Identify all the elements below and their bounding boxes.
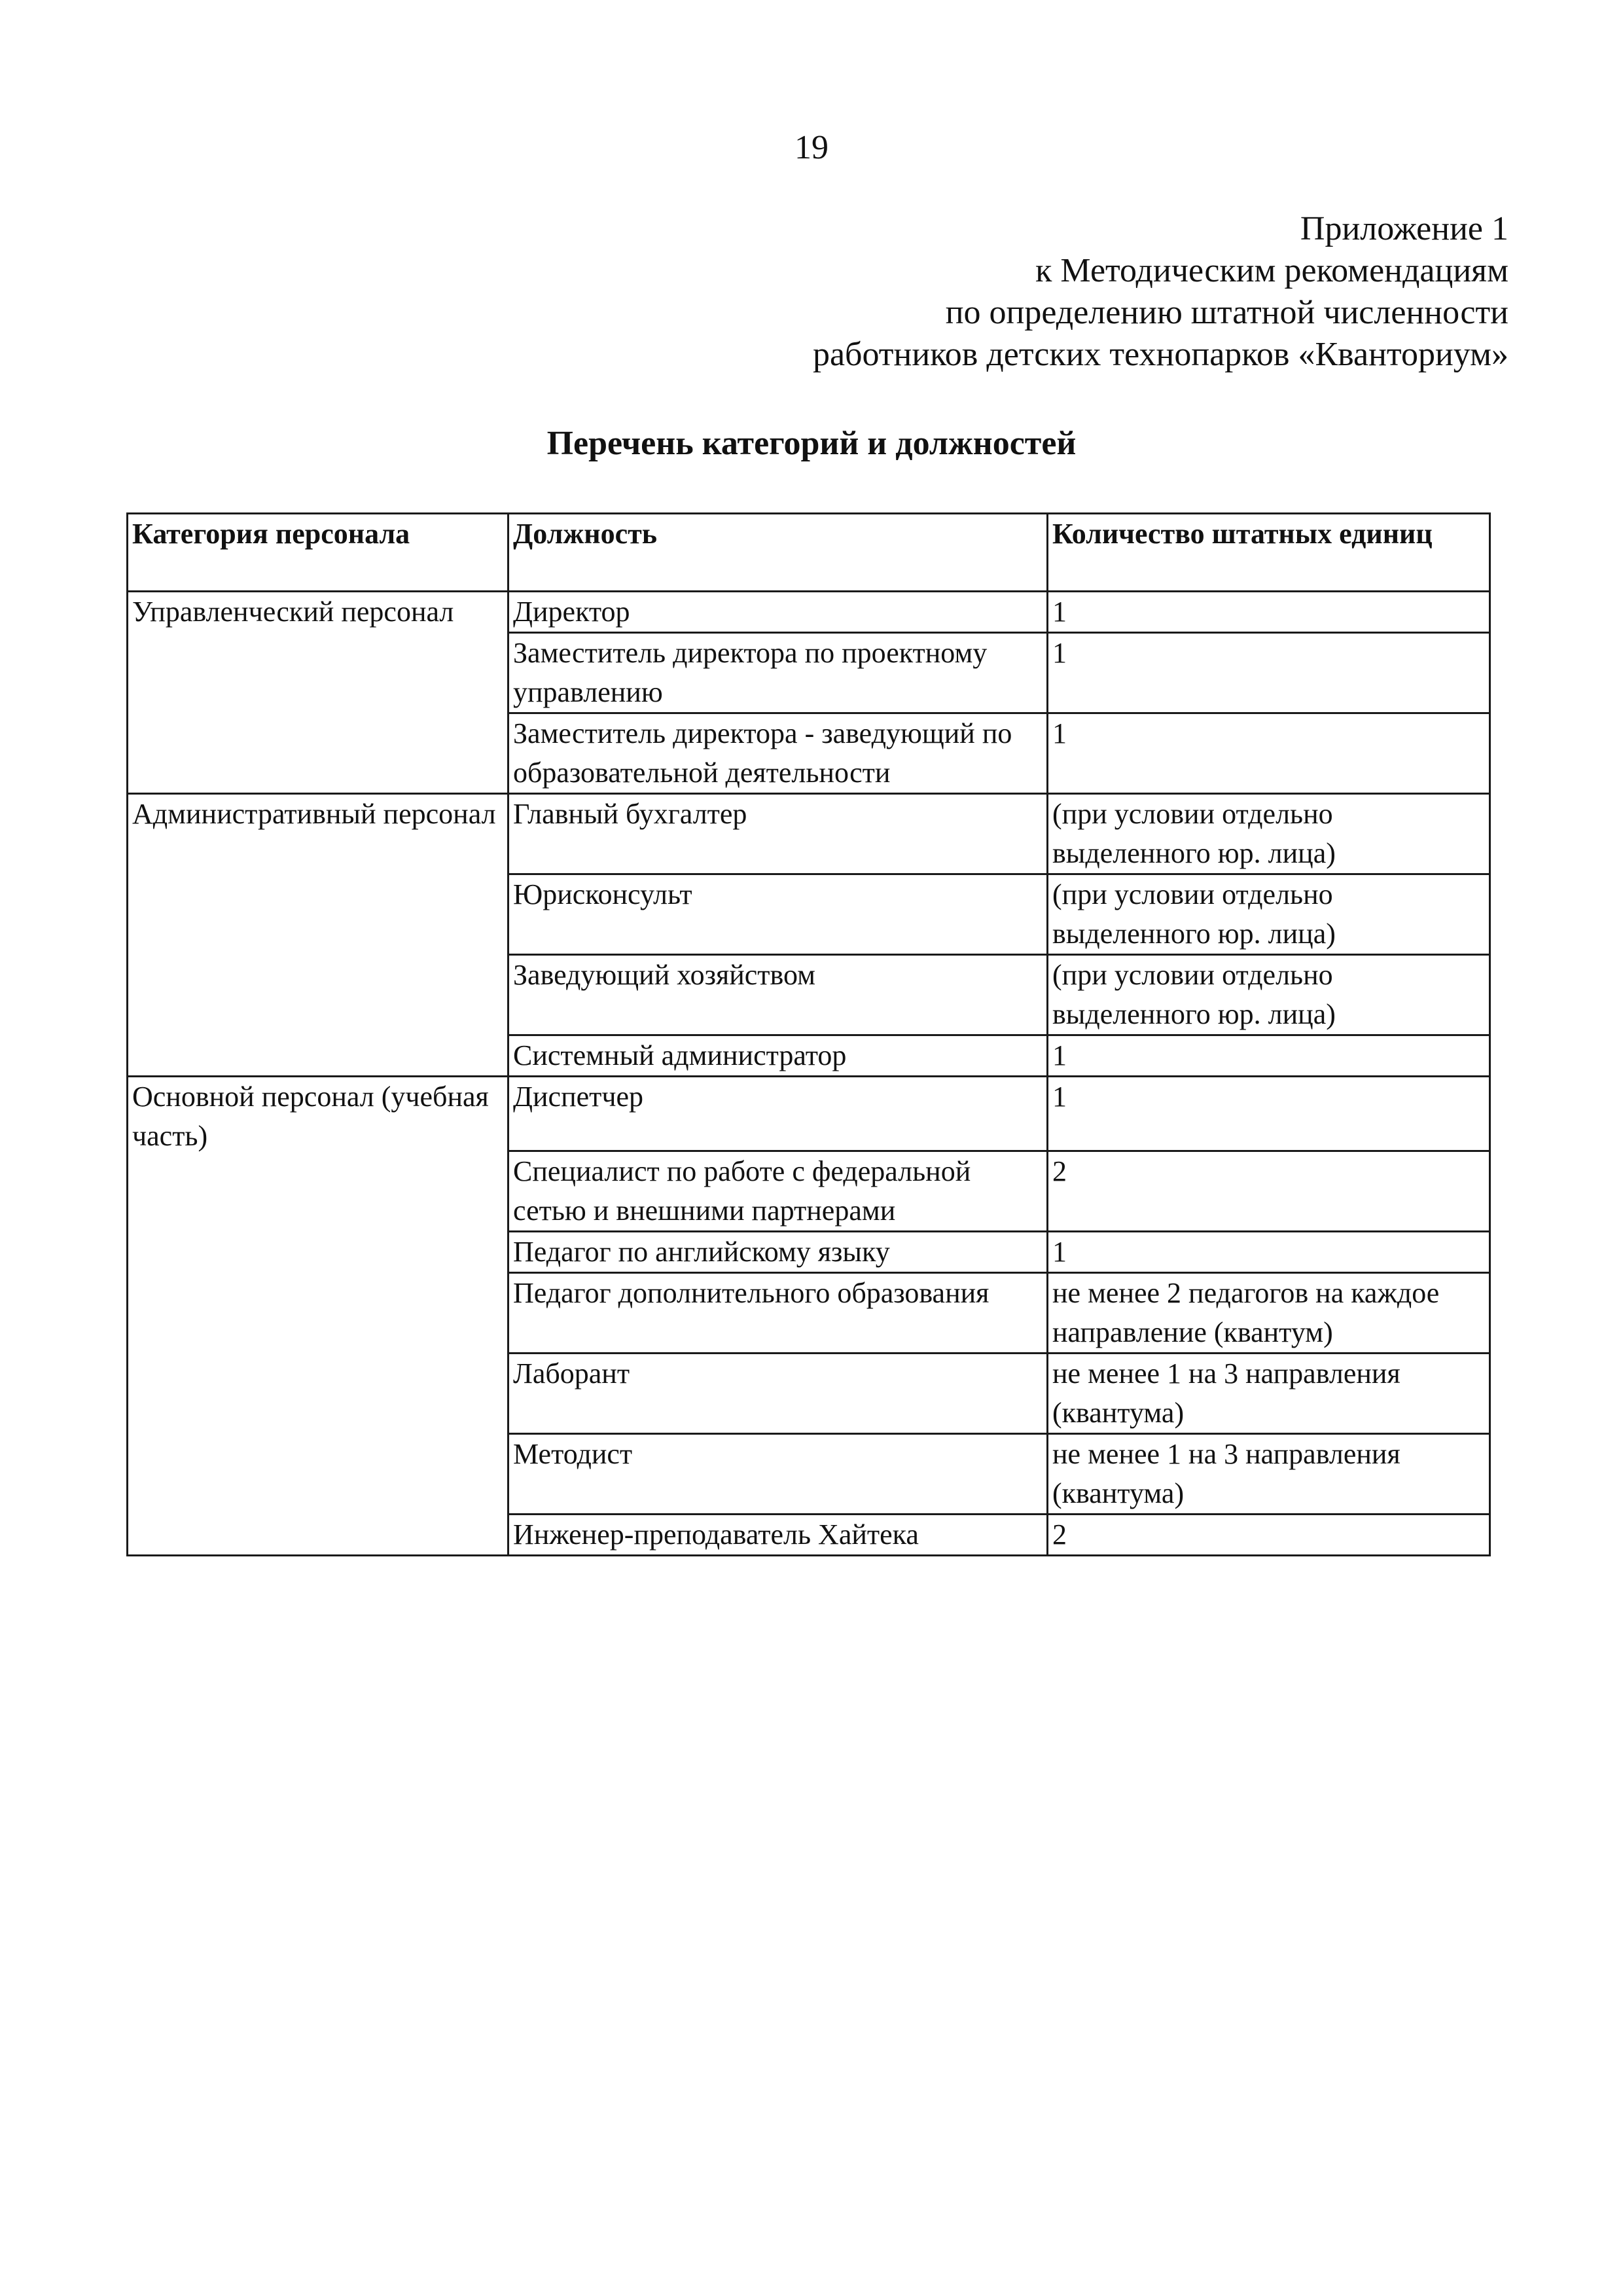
appendix-line-2: к Методическим рекомендациям <box>1035 252 1508 289</box>
table-row <box>128 794 1490 874</box>
count-cell: 1 <box>1048 592 1490 633</box>
category-cell: Управленческий персонал <box>128 592 508 794</box>
position-cell: Инженер-преподаватель Хайтека <box>508 1515 1048 1556</box>
position-cell: Заместитель директора по проектному управлению <box>508 633 1048 713</box>
header-category: Категория персонала <box>128 514 508 592</box>
category-cell: Административный персонал <box>128 794 508 1077</box>
count-cell: 2 <box>1048 1515 1490 1556</box>
position-cell: Педагог дополнительного образования <box>508 1273 1048 1354</box>
count-cell: 1 <box>1048 1077 1490 1151</box>
count-cell: 1 <box>1048 713 1490 794</box>
position-cell: Диспетчер <box>508 1077 1048 1151</box>
position-cell: Директор <box>508 592 1048 633</box>
count-cell: 1 <box>1048 1035 1490 1077</box>
appendix-line-1: Приложение 1 <box>1300 210 1508 247</box>
position-cell: Педагог по английскому языку <box>508 1232 1048 1273</box>
count-cell: (при условии отдельно выделенного юр. лица) <box>1048 874 1490 955</box>
count-cell: 1 <box>1048 1232 1490 1273</box>
table-header-row <box>128 514 1490 592</box>
count-cell: (при условии отдельно выделенного юр. лица) <box>1048 794 1490 874</box>
position-cell: Специалист по работе с федеральной сетью и внешними партнерами <box>508 1151 1048 1232</box>
document-title: Перечень категорий и должностей <box>546 425 1077 462</box>
category-cell: Основной персонал (учебная часть) <box>128 1077 508 1556</box>
position-cell: Юрисконсульт <box>508 874 1048 955</box>
header-position: Должность <box>508 514 1048 592</box>
appendix-heading <box>813 208 1508 376</box>
staff-table <box>126 512 1491 1556</box>
header-count: Количество штатных единиц <box>1048 514 1490 592</box>
page-number: 19 <box>794 129 829 166</box>
count-cell: 1 <box>1048 633 1490 713</box>
count-cell: не менее 1 на 3 направления (квантума) <box>1048 1354 1490 1434</box>
count-cell: 2 <box>1048 1151 1490 1232</box>
position-cell: Методист <box>508 1434 1048 1515</box>
count-cell: не менее 1 на 3 направления (квантума) <box>1048 1434 1490 1515</box>
table-row <box>128 592 1490 633</box>
appendix-line-3: по определению штатной численности <box>945 294 1508 331</box>
appendix-line-4: работников детских технопарков «Кванториум» <box>812 336 1508 373</box>
position-cell: Заведующий хозяйством <box>508 955 1048 1035</box>
table-row <box>128 1077 1490 1151</box>
count-cell: (при условии отдельно выделенного юр. лица) <box>1048 955 1490 1035</box>
position-cell: Системный администратор <box>508 1035 1048 1077</box>
position-cell: Лаборант <box>508 1354 1048 1434</box>
position-cell: Заместитель директора - заведующий по образовательной деятельности <box>508 713 1048 794</box>
position-cell: Главный бухгалтер <box>508 794 1048 874</box>
count-cell: не менее 2 педагогов на каждое направление (квантум) <box>1048 1273 1490 1354</box>
